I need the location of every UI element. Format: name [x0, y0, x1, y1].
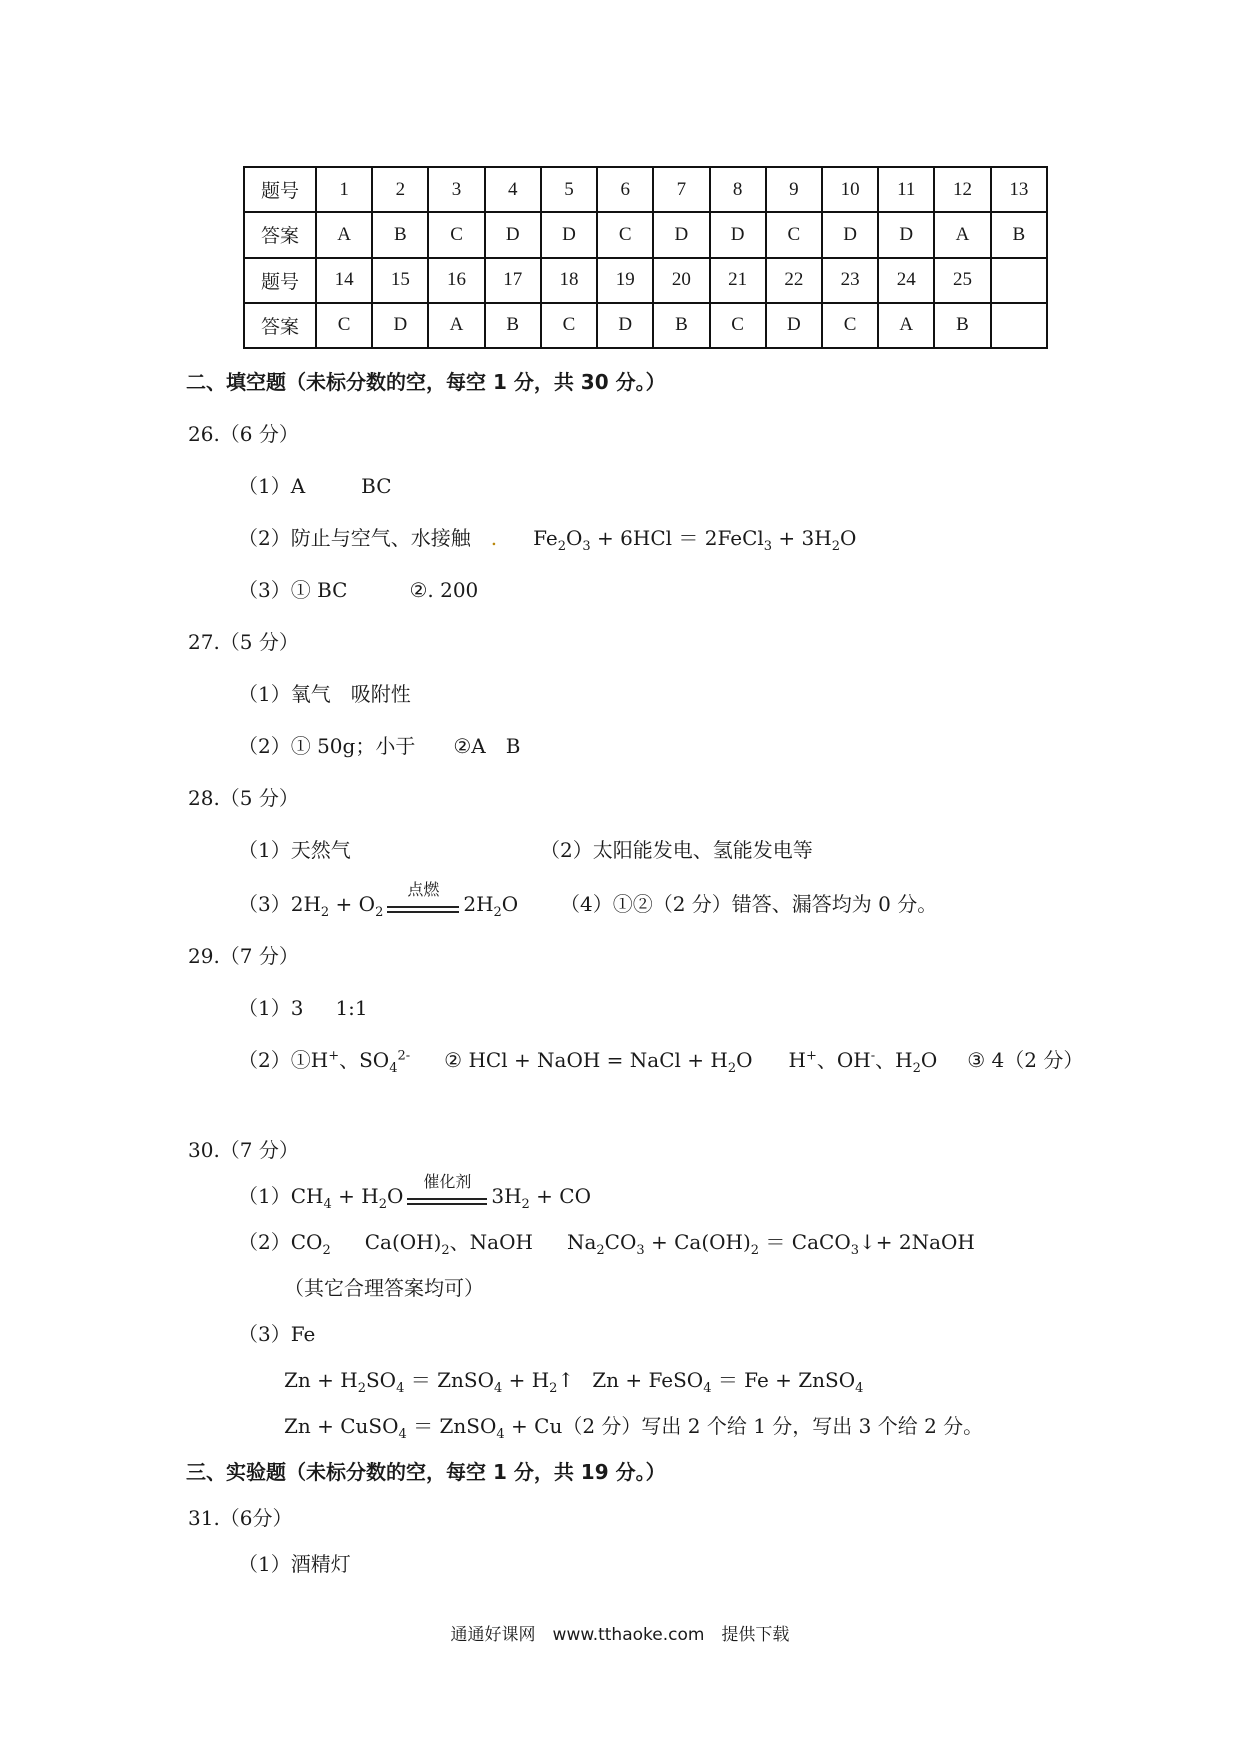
table-cell: 2: [372, 167, 428, 212]
table-cell: 23: [822, 258, 878, 303]
q29-line-2: （2）①H+、$SO_4^{2-}$ ② HCl + NaOH = NaCl + $H_2O$ H+、OH-、$H_2O$ ③ 4（2 分）: [238, 1048, 1084, 1076]
reaction-condition: [407, 1171, 487, 1212]
table-cell: 14: [316, 258, 372, 303]
table-cell: C: [766, 212, 822, 257]
q29-1b: 1:1: [335, 996, 368, 1020]
q26-1b: BC: [361, 474, 392, 498]
table-cell: C: [541, 303, 597, 348]
table-row: [244, 167, 1047, 212]
reaction-condition: [387, 879, 459, 920]
table-cell: 16: [428, 258, 484, 303]
q30-line-1: $(1)CH_4 + H_2O$ 催化剂 $3H_2$ + CO: [238, 1182, 591, 1212]
table-cell: 8: [710, 167, 766, 212]
table-cell: 4: [485, 167, 541, 212]
row-header: 题号: [244, 258, 316, 303]
q26-equation: $Fe_2O_3 + 6HCl$ ＝ 2FeCl$_3$ + $3H_2O$: [533, 526, 857, 554]
q30-line-6: [284, 1412, 983, 1440]
table-cell: 18: [541, 258, 597, 303]
q29-equation: ② HCl + NaOH = NaCl + $H_2O$: [444, 1048, 753, 1076]
q30-2a: （2）: [238, 1230, 291, 1254]
table-cell: A: [878, 303, 934, 348]
q26-1a: （1）A: [238, 474, 306, 498]
table-cell: 1: [316, 167, 372, 212]
table-cell: D: [485, 212, 541, 257]
q27-2b: ②A B: [453, 734, 521, 758]
condition-label: 点燃: [407, 879, 440, 899]
q26-line-1: [238, 472, 392, 500]
page-footer: 通通好课网 www.tthaoke.com 提供下载: [450, 1625, 790, 1645]
table-cell: B: [991, 212, 1047, 257]
q28-line-2: $(3)2H_2 + O_2$ 点燃 $2H_2O$: [238, 890, 518, 920]
table-cell: D: [541, 212, 597, 257]
table-cell: 21: [710, 258, 766, 303]
q26-3a: （3）① BC: [238, 578, 348, 602]
q28-1a: （1）天然气: [238, 838, 351, 862]
q31-line-1: （1）酒精灯: [238, 1552, 351, 1576]
q28-2a: （3）: [238, 892, 291, 916]
q30-equation-2: $Na_2CO_3 + Ca(OH)_2$ ＝ CaCO$_3$↓+ 2NaOH: [566, 1230, 975, 1258]
q29-species: H+、OH-、$H_2O$: [788, 1048, 938, 1076]
table-cell: D: [372, 303, 428, 348]
table-cell: B: [653, 303, 709, 348]
section-3-title: 三、实验题（未标分数的空，每空 1 分，共 19 分。）: [186, 1460, 666, 1484]
q30-title: 30.（7 分）: [188, 1138, 299, 1162]
table-cell: [991, 303, 1047, 348]
row-header: 题号: [244, 167, 316, 212]
answer-table: [243, 166, 1048, 349]
q30-1a: （1）: [238, 1184, 291, 1208]
table-cell: [991, 258, 1047, 303]
q27-title: 27.（5 分）: [188, 630, 299, 654]
table-row: [244, 303, 1047, 348]
q28-title: 28.（5 分）: [188, 786, 299, 810]
table-cell: C: [597, 212, 653, 257]
q27-2a: （2）① 50g；小于: [238, 734, 416, 758]
q30-equation-5: Zn + CuSO$_4$ ＝ ZnSO$_4$ + Cu: [284, 1414, 563, 1442]
table-cell: A: [934, 212, 990, 257]
table-cell: 12: [934, 167, 990, 212]
q30-line-4: （3）Fe: [238, 1322, 316, 1346]
q29-title: 29.（7 分）: [188, 944, 299, 968]
q26-3b: ②. 200: [409, 578, 479, 602]
table-cell: 11: [878, 167, 934, 212]
table-cell: 13: [991, 167, 1047, 212]
row-header: 答案: [244, 212, 316, 257]
q27-line-2: [238, 732, 520, 760]
q26-line-2: （2）防止与空气、水接触 . $Fe_2O_3 + 6HCl$ ＝ 2FeCl$_3$ + $3H_2O$: [238, 526, 857, 554]
table-cell: 3: [428, 167, 484, 212]
q27-line-1: （1）氧气 吸附性: [238, 682, 411, 706]
table-cell: 24: [878, 258, 934, 303]
q28-2b: （4）①②（2 分）错答、漏答均为 0 分。: [560, 892, 938, 916]
table-cell: D: [653, 212, 709, 257]
table-cell: C: [316, 303, 372, 348]
table-cell: A: [428, 303, 484, 348]
q29-2a: （2）: [238, 1048, 291, 1072]
table-cell: 22: [766, 258, 822, 303]
table-cell: A: [316, 212, 372, 257]
table-cell: D: [878, 212, 934, 257]
table-cell: 19: [597, 258, 653, 303]
section-2-title: 二、填空题（未标分数的空，每空 1 分，共 30 分。）: [186, 370, 666, 394]
table-cell: 6: [597, 167, 653, 212]
table-cell: D: [822, 212, 878, 257]
table-cell: D: [710, 212, 766, 257]
condition-label: 催化剂: [423, 1171, 472, 1191]
table-cell: 7: [653, 167, 709, 212]
table-cell: 25: [934, 258, 990, 303]
table-cell: 5: [541, 167, 597, 212]
table-cell: B: [934, 303, 990, 348]
table-row: [244, 258, 1047, 303]
table-cell: B: [372, 212, 428, 257]
q30-equation-1: $CH_4 + H_2O$: [290, 1184, 404, 1212]
q30-2b: 、NaOH: [449, 1230, 533, 1254]
q29-line-1: [238, 994, 368, 1022]
q30-line-2: $(2)CO_2$ $Ca(OH)_2$、NaOH $Na_2CO_3 + Ca(OH)_2$ ＝ CaCO$_3$↓+ 2NaOH: [238, 1230, 975, 1258]
q30-6b: （2 分）写出 2 个给 1 分，写出 3 个给 2 分。: [562, 1414, 984, 1438]
q28-1b: （2）太阳能发电、氢能发电等: [540, 838, 813, 862]
table-cell: C: [822, 303, 878, 348]
table-cell: 9: [766, 167, 822, 212]
row-header: 答案: [244, 303, 316, 348]
table-cell: 10: [822, 167, 878, 212]
q30-equation-3: $Zn + H_2SO_4$ ＝ ZnSO$_4$ + $H_2↑$: [284, 1368, 575, 1396]
table-cell: D: [766, 303, 822, 348]
q26-line-3: [238, 576, 478, 604]
table-cell: 17: [485, 258, 541, 303]
q26-2a: （2）防止与空气、水接触: [238, 526, 471, 550]
table-cell: 15: [372, 258, 428, 303]
q29-1a: （1）3: [238, 996, 304, 1020]
table-cell: C: [428, 212, 484, 257]
q29-ions: ①H+、$SO_4^{2-}$: [290, 1048, 411, 1076]
table-row: [244, 212, 1047, 257]
table-cell: C: [710, 303, 766, 348]
table-cell: D: [597, 303, 653, 348]
q30-equation-4: Zn + FeSO$_4$ ＝ Fe + ZnSO$_4$: [592, 1368, 864, 1396]
q30-line-3: （其它合理答案均可）: [284, 1276, 484, 1300]
table-cell: B: [485, 303, 541, 348]
q26-title: 26.（6 分）: [188, 422, 299, 446]
q31-title: 31.（6分）: [188, 1506, 293, 1530]
q29-2c: （2 分）: [1004, 1048, 1084, 1072]
q28-equation: $2H_2 + O_2$: [290, 892, 384, 920]
q30-line-5: [284, 1366, 863, 1394]
table-cell: 20: [653, 258, 709, 303]
